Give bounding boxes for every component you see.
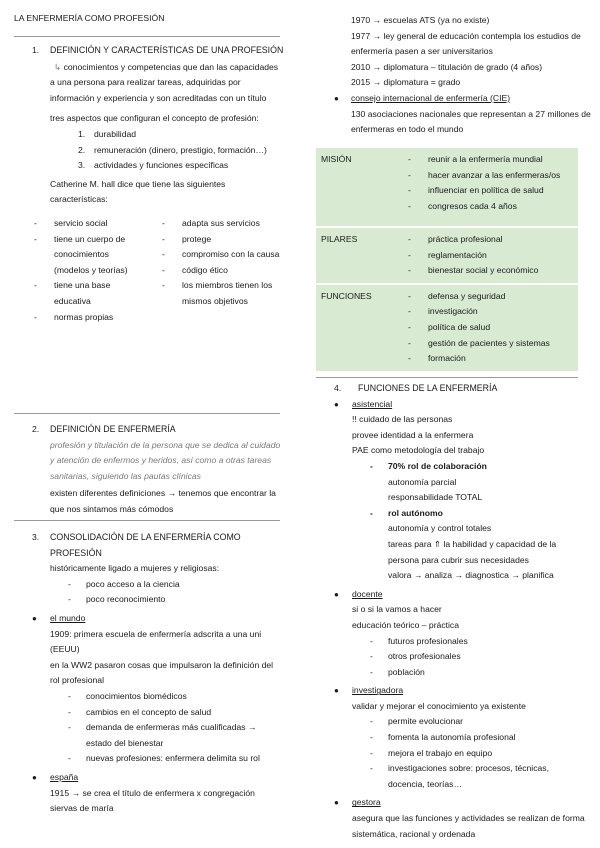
list-item: otros profesionales [388,651,461,662]
bullet-icon: ● [334,93,339,103]
dash-icon: - [408,234,411,244]
cie-label: consejo internacional de enfermería (CIE) [351,92,511,103]
dash-icon: - [68,753,71,764]
divider [14,36,280,37]
list-item: investigación [428,306,478,317]
dash-icon: - [34,280,37,291]
list-item: protege [182,233,212,244]
dash-icon: - [408,290,411,301]
list-item: influenciar en política de salud [428,185,544,196]
section-4 [316,381,586,842]
divider [316,377,578,378]
definition-italic: profesión y titulación de la persona que se dedica al cuidado y atención de enfermos y heridos, así como a otras tareas sanitarias, siguiendo las pautas clínicas [50,439,281,481]
bullet-icon: ● [334,589,339,599]
dash-icon: - [408,249,411,260]
divider [14,520,280,521]
dash-icon: - [370,460,373,471]
bullet-icon: ● [32,772,37,782]
list-item: remuneración (dinero, prestigio, formación…) [94,144,267,155]
timeline-line: 2015 → diplomatura = grado [351,77,461,88]
cie-table [316,148,578,373]
dash-icon: - [34,233,37,244]
definitions-note: existen diferentes definiciones → tenemos que encontrar la que nos sintamos más cómodos [50,488,276,514]
dash-icon: - [162,249,165,260]
bullet-icon: ● [32,613,37,623]
list-item: mejora el trabajo en equipo [388,747,493,758]
dash-icon: - [162,233,165,244]
list-item: investigaciones sobre: procesos, técnicas, docencia, teorías… [388,763,549,789]
dash-icon: - [162,217,165,228]
list-item: tiene un cuerpo de conocimientos (modelos y teorías) [54,233,128,275]
dash-icon: - [408,353,411,364]
definition-text: conocimientos y competencias que dan las capacidades a una persona para realizar tareas, adquiridas por información y experiencia y son acreditadas con un título [50,61,279,103]
list-item: cambios en el concepto de salud [86,706,212,717]
list-item: compromiso con la causa [182,249,280,260]
asistencial-line: provee identidad a la enfermera [352,429,474,440]
section-heading: FUNCIONES DE LA ENFERMERÍA [358,383,498,393]
section-heading: DEFINICIÓN Y CARACTERÍSTICAS DE UNA PROFESIÓN [50,45,284,55]
timeline-line: 1970 → escuelas ATS (ya no existe) [351,15,490,25]
dash-icon: - [370,732,373,743]
dash-icon: - [370,666,373,677]
dash-icon: - [408,337,411,348]
gestora-line: asegura que las funciones y actividades se realizan de forma sistemática, racional y ordenada [352,813,585,839]
list-item: población [388,666,425,677]
table-row [316,227,578,284]
list-item: defensa y seguridad [428,290,506,301]
list-item: reunir a la enfermería mundial [428,154,543,164]
dash-icon: - [408,154,411,164]
list-item: permite evolucionar [388,716,463,727]
list-item: los miembros tienen los mismos objetivos [182,280,273,306]
dash-icon: - [162,280,165,291]
bullet-icon: ● [334,798,339,808]
dash-icon: - [68,594,71,605]
dash-icon: - [34,311,37,322]
dash-icon: - [370,716,373,727]
dash-icon: - [408,306,411,317]
dash-icon: - [370,635,373,646]
subsection-label: españa [50,771,79,782]
dash-icon: - [370,763,373,774]
aspects-intro: tres aspectos que configuran el concepto de profesión: [50,113,259,124]
espana-1915: 1915 → se crea el título de enfermera x congregación siervas de maría [50,787,255,814]
subsection-label: asistencial [352,398,393,409]
docente-line: educación teórico – práctica [352,619,460,630]
table-row [316,284,578,372]
table-row [316,148,578,227]
dash-icon: - [370,651,373,662]
role-heading: 70% rol de colaboración [388,460,487,471]
role-item: tareas para ⇑ la habilidad y capacidad de la persona para cubrir sus necesidades [388,538,557,565]
table-row-items [396,284,578,372]
subsection-label: gestora [352,797,381,808]
dash-icon: - [408,185,411,196]
dash-icon: - [68,690,71,701]
mundo-ww2: en la WW2 pasaron cosas que impulsaron la definición del rol profesional [50,659,274,686]
subsection-label: investigadora [352,685,404,696]
dash-icon: - [408,321,411,332]
dash-icon: - [162,264,165,275]
list-item: poco acceso a la ciencia [86,578,180,589]
timeline-line: 2010 → diplomatura – titulación de grado (4 años) [351,61,543,72]
dash-icon: - [370,507,373,518]
list-item: demanda de enfermeras más cualificadas → estado del bienestar [86,722,257,748]
timeline-line: 1977 → ley general de educación contempla los estudios de enfermería pasen a ser universitarios [351,30,581,57]
table-row-label: MISIÓN [316,148,396,227]
list-item: fomenta la autonomía profesional [388,732,516,743]
list-item: tiene una base educativa [54,280,111,306]
dash-icon: - [34,217,37,228]
list-item: reglamentación [428,249,487,260]
section-number: 1. [32,45,40,55]
dash-icon: - [68,578,71,589]
section-3 [14,530,284,817]
arrow-icon: ↳ [54,61,62,72]
bullet-icon: ● [334,686,339,696]
role-item: valora → analiza → diagnostica → planifica [388,570,554,581]
list-item: hacer avanzar a las enfermeras/os [428,169,561,180]
list-item: bienestar social y económico [428,265,539,276]
table-row-items [396,148,578,227]
asistencial-line: PAE como metodología del trabajo [352,445,485,456]
dash-icon: - [68,706,71,717]
list-item: normas propias [54,311,114,322]
section-number: 4. [334,383,342,393]
list-item: adapta sus servicios [182,217,260,228]
subsection-label: docente [352,588,383,599]
list-item: futuros profesionales [388,635,468,646]
role-item: autonomía parcial [388,476,457,487]
list-item: actividades y funciones específicas [94,160,229,171]
hall-intro: Catherine M. hall dice que tiene las siguientes características: [50,178,226,205]
role-item: autonomía y control totales [388,523,492,534]
section-2 [14,422,284,518]
section-number: 2. [32,424,40,434]
dash-icon: - [68,722,71,733]
list-number: 3. [78,160,86,171]
section-number: 3. [32,532,40,542]
dash-icon: - [408,169,411,180]
divider [14,413,280,414]
page-title: LA ENFERMERÍA COMO PROFESIÓN [14,13,165,23]
cie-text: 130 asociaciones nacionales que representan a 27 millones de enfermeras en todo el mundo [351,108,591,135]
table-row-label: FUNCIONES [316,284,396,372]
list-number: 1. [78,128,86,139]
dash-icon: - [408,200,411,211]
role-item: responsabilidade TOTAL [388,492,483,503]
list-item: gestión de pacientes y sistemas [428,337,550,348]
list-item: política de salud [428,321,491,332]
subsection-label: el mundo [50,612,86,623]
list-item: congresos cada 4 años [428,200,517,211]
list-number: 2. [78,144,86,155]
history-intro: históricamente ligado a mujeres y religiosas: [50,563,220,574]
bullet-icon: ● [334,399,339,409]
characteristics-col-1 [14,216,138,325]
role-heading: rol autónomo [388,507,443,518]
characteristics-col-2 [162,216,286,310]
list-item: código ético [182,264,228,275]
table-row-items [396,227,578,284]
invest-line: validar y mejorar el conocimiento ya existente [352,700,526,711]
list-item: poco reconocimiento [86,594,166,605]
list-item: nuevas profesiones: enfermera delimita su rol [86,753,260,764]
timeline [334,13,591,138]
section-heading: DEFINICIÓN DE ENFERMERÍA [50,424,176,434]
list-item: durabilidad [94,128,137,139]
mundo-1909: 1909: primera escuela de enfermería adscrita a una uni (EEUU) [50,628,262,655]
table-row-label: PILARES [316,227,396,284]
docente-line: si o si la vamos a hacer [352,604,442,615]
list-item: conocimientos biomédicos [86,690,187,701]
dash-icon: - [408,265,411,276]
list-item: servicio social [54,217,108,228]
section-heading: CONSOLIDACIÓN DE LA ENFERMERÍA COMO PROFESIÓN [50,532,241,558]
asistencial-line: !! cuidado de las personas [352,414,453,425]
list-item: práctica profesional [428,234,503,244]
dash-icon: - [370,747,373,758]
list-item: formación [428,353,466,364]
section-1 [14,43,284,338]
